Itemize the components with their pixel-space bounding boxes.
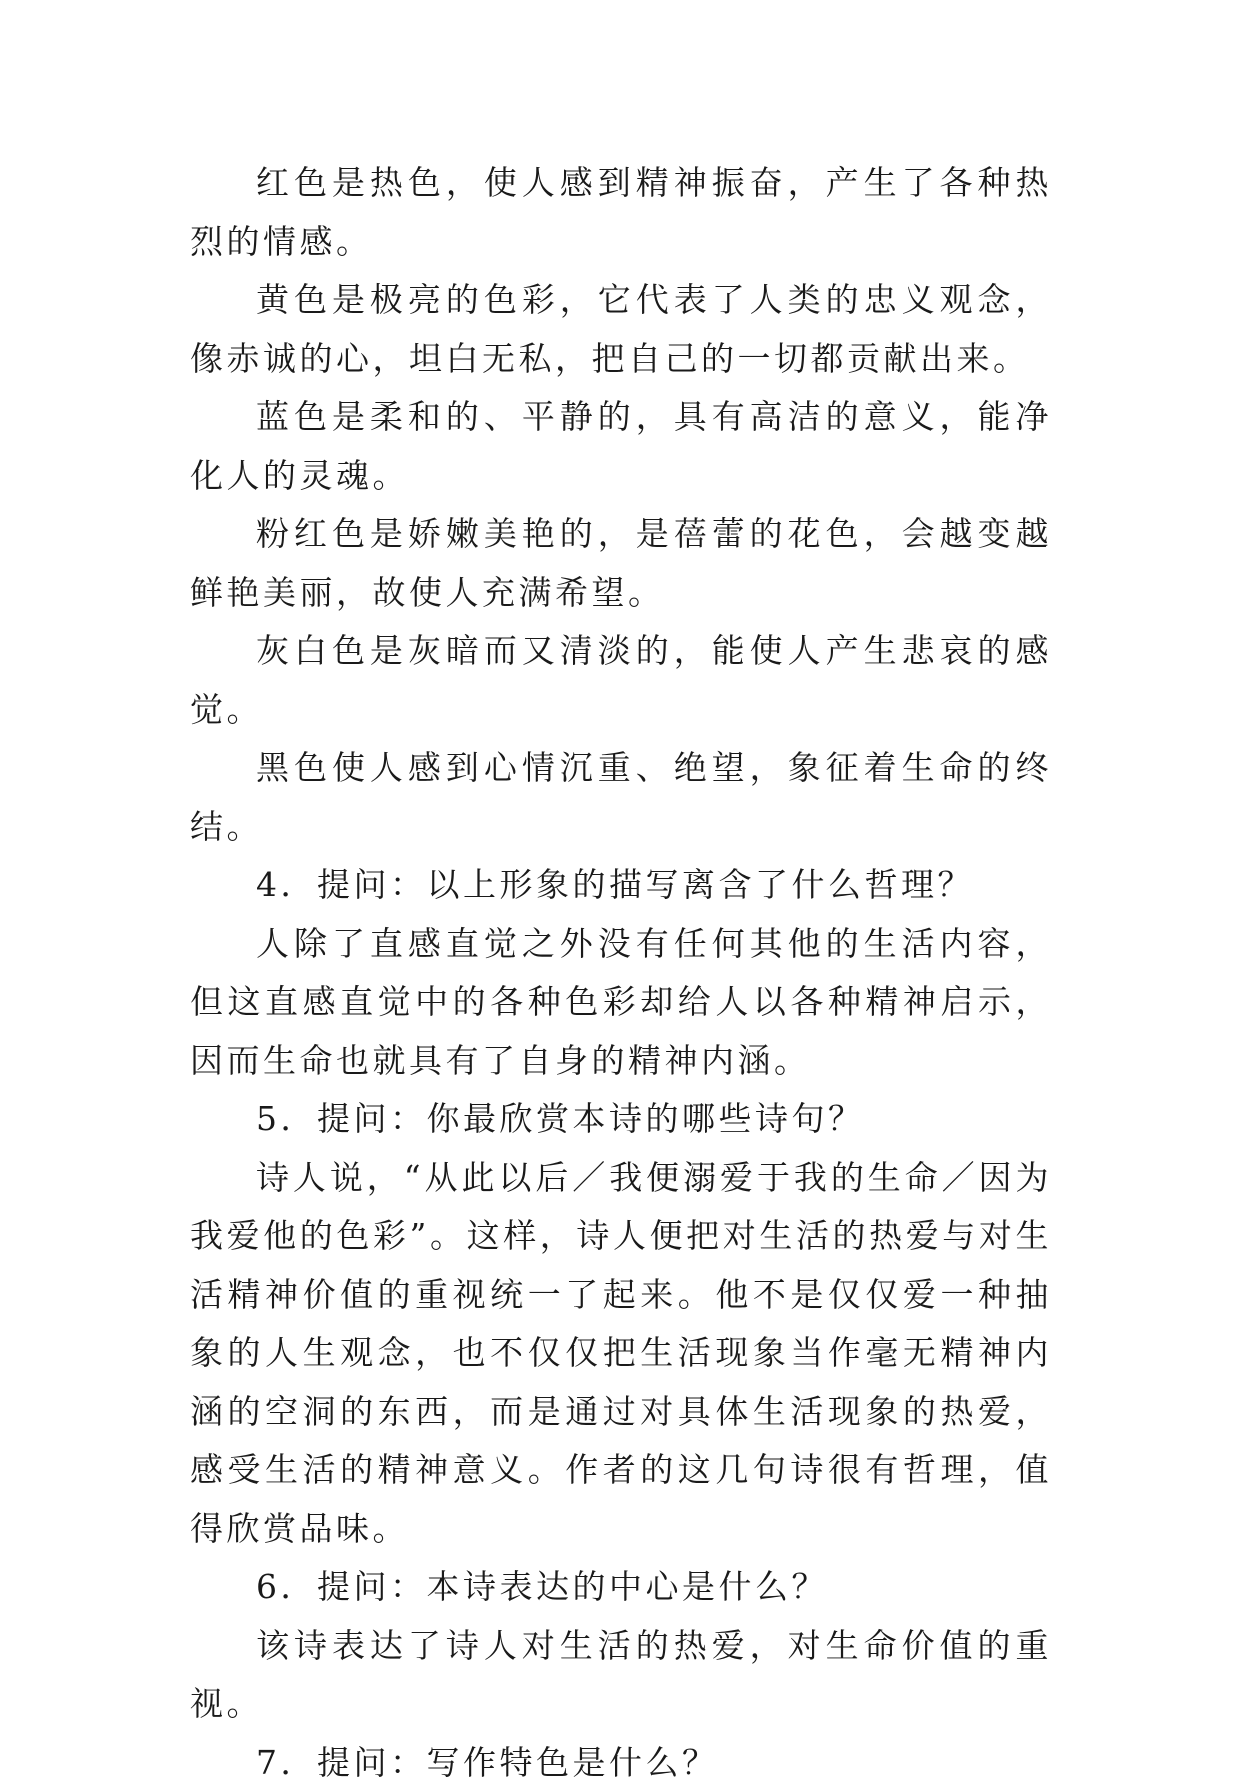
answer-5: 诗人说，“从此以后／我便溺爱于我的生命／因为我爱他的色彩”。这样，诗人便把对生活的热爱与对生活精神价值的重视统一了起来。他不是仅仅爱一种抽象的人生观念，也不仅仅把生活现象当作毫无精神内涵的空洞的东西，而是通过对具体生活现象的热爱，感受生活的精神意义。作者的这几句诗很有哲理，值得欣赏品味。 xyxy=(190,1149,1052,1559)
answer-6: 该诗表达了诗人对生活的热爱，对生命价值的重视。 xyxy=(190,1617,1052,1734)
paragraph-pink: 粉红色是娇嫩美艳的，是蓓蕾的花色，会越变越鲜艳美丽，故使人充满希望。 xyxy=(190,505,1052,622)
question-6: 6．提问：本诗表达的中心是什么？ xyxy=(190,1558,1052,1617)
paragraph-red: 红色是热色，使人感到精神振奋，产生了各种热烈的情感。 xyxy=(190,154,1052,271)
paragraph-black: 黑色使人感到心情沉重、绝望，象征着生命的终结。 xyxy=(190,739,1052,856)
paragraph-blue: 蓝色是柔和的、平静的，具有高洁的意义，能净化人的灵魂。 xyxy=(190,388,1052,505)
question-4: 4．提问：以上形象的描写离含了什么哲理？ xyxy=(190,856,1052,915)
answer-4: 人除了直感直觉之外没有任何其他的生活内容，但这直感直觉中的各种色彩却给人以各种精神启示，因而生命也就具有了自身的精神内涵。 xyxy=(190,915,1052,1091)
question-7: 7．提问：写作特色是什么？ xyxy=(190,1734,1052,1792)
paragraph-grey-white: 灰白色是灰暗而又清淡的，能使人产生悲哀的感觉。 xyxy=(190,622,1052,739)
paragraph-yellow: 黄色是极亮的色彩，它代表了人类的忠义观念，像赤诚的心，坦白无私，把自己的一切都贡献出来。 xyxy=(190,271,1052,388)
document-body xyxy=(190,154,1052,1792)
question-5: 5．提问：你最欣赏本诗的哪些诗句？ xyxy=(190,1090,1052,1149)
